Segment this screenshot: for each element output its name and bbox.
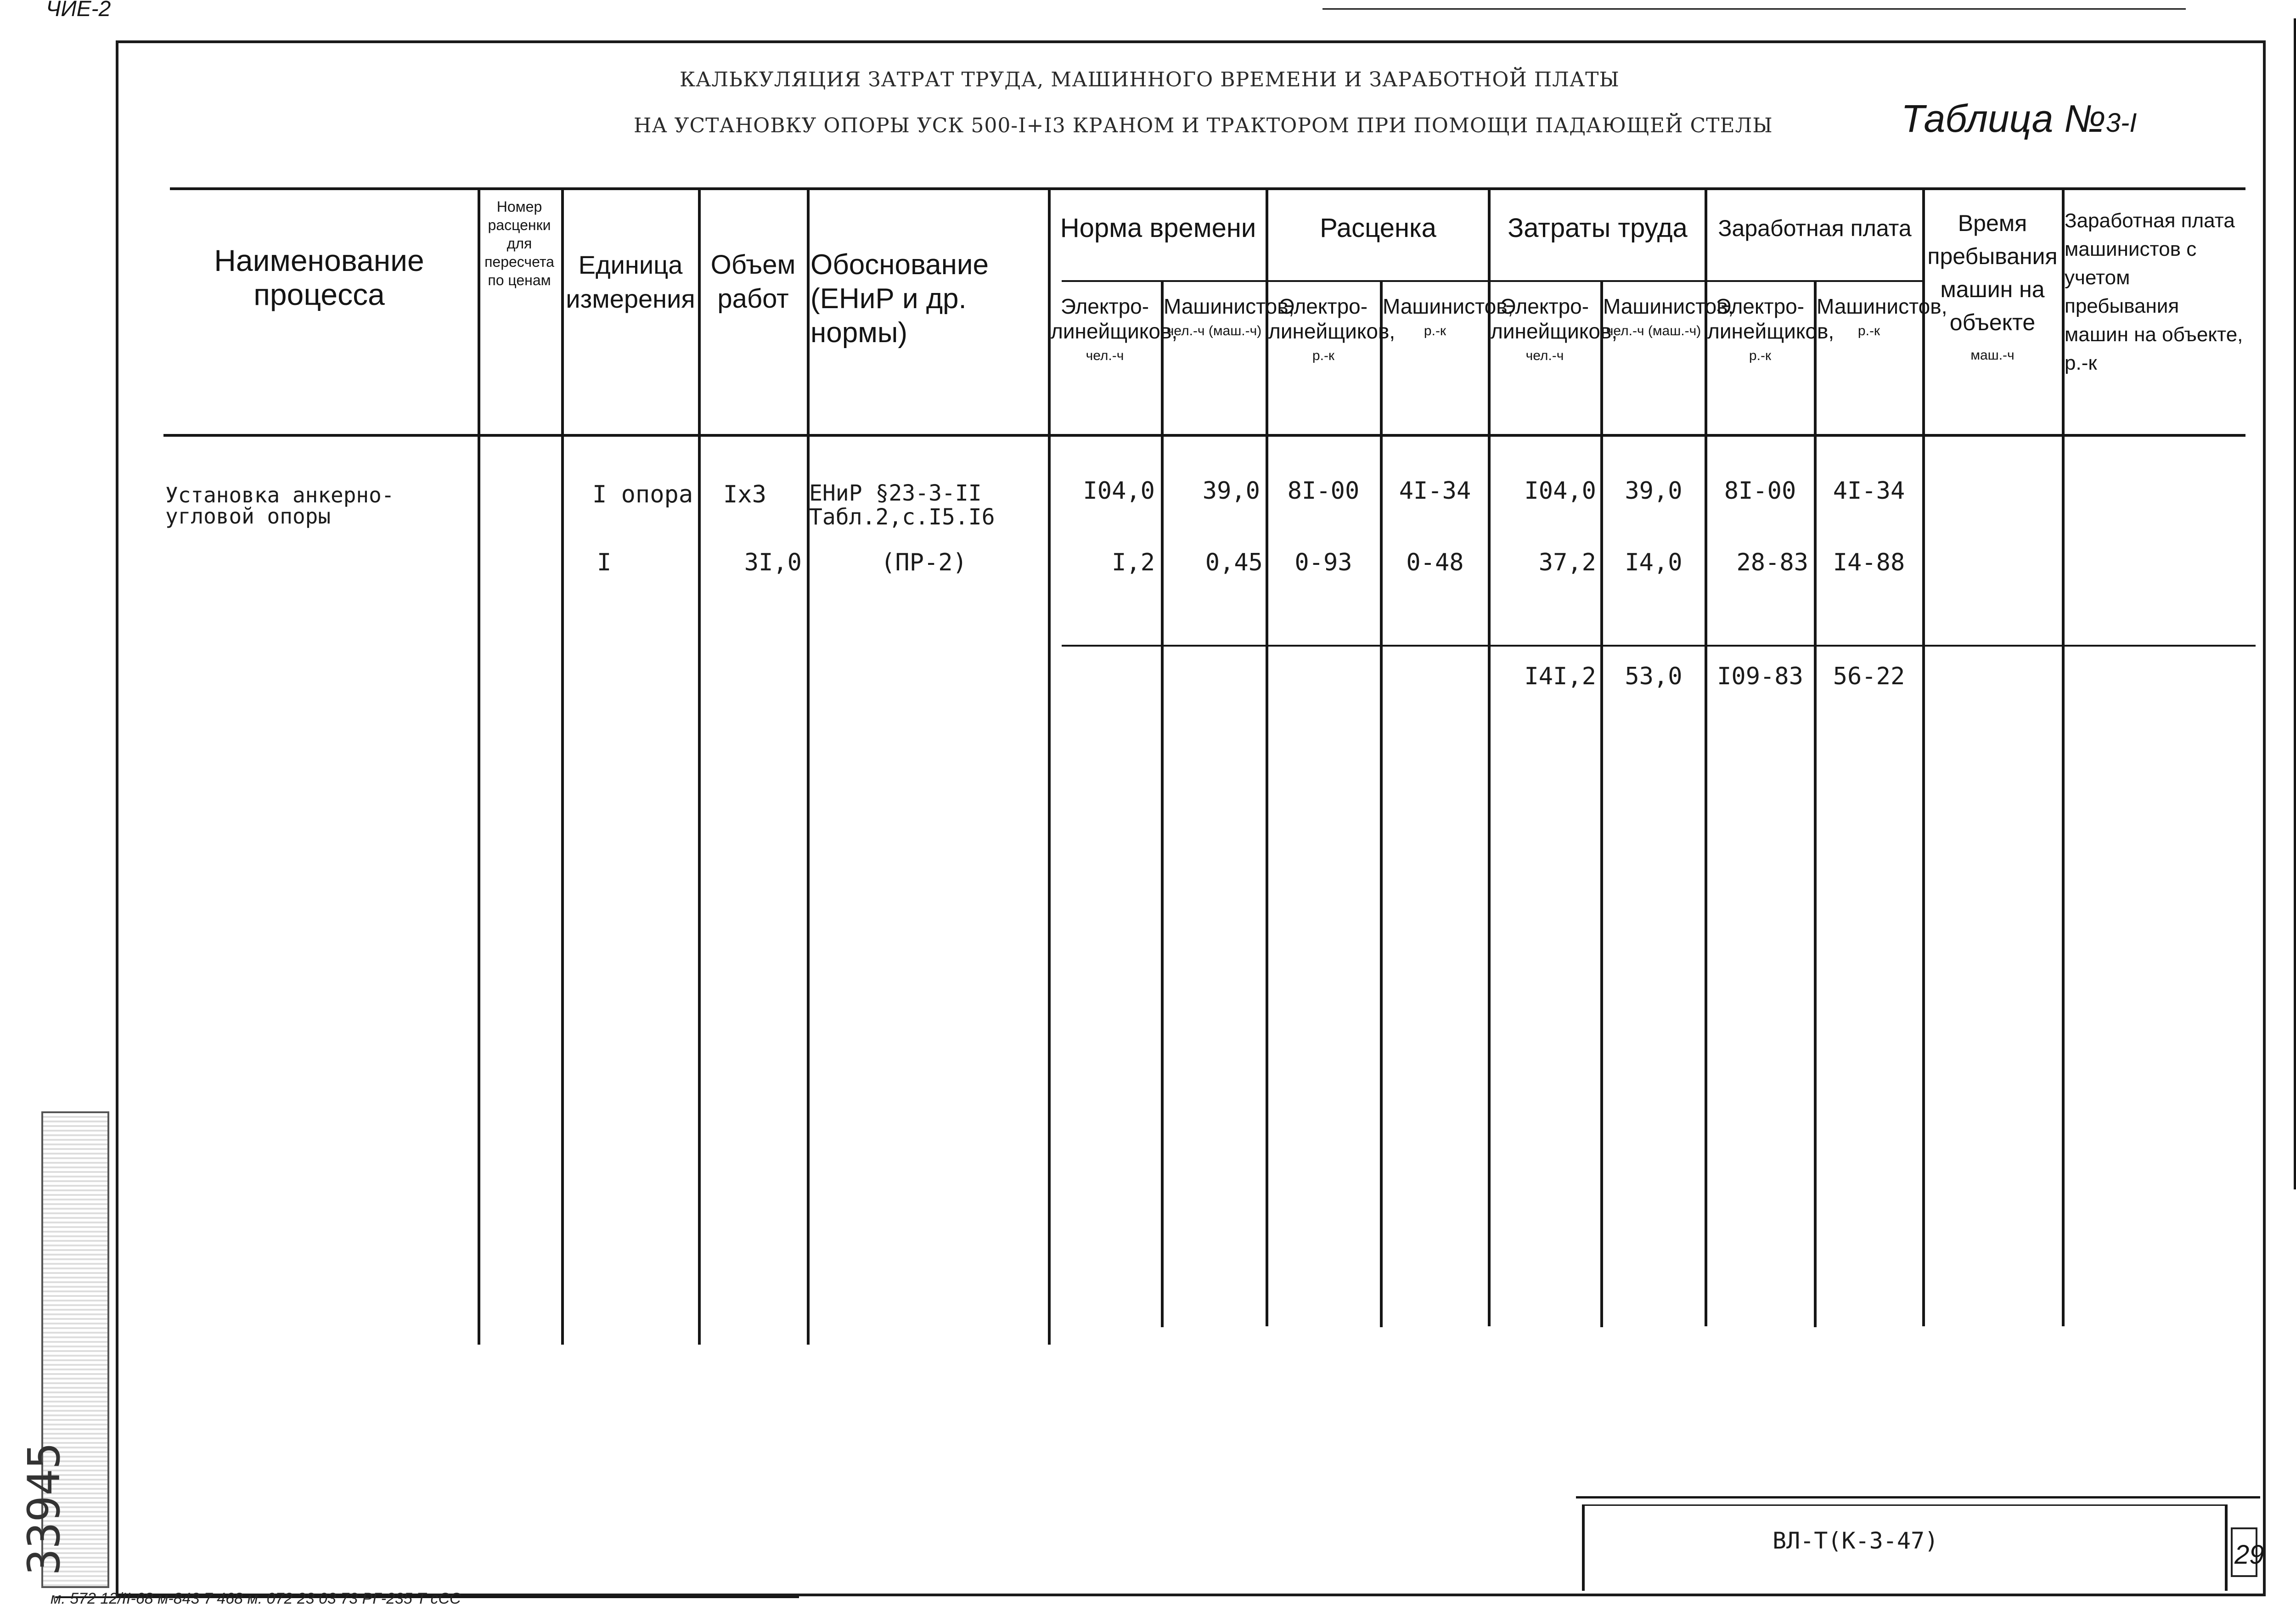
row2-rate-mash: 0-48	[1406, 549, 1464, 576]
doc-code: ВЛ-Т(К-3-47)	[1773, 1527, 1939, 1554]
row1-norm-el: I04,0	[1083, 477, 1155, 505]
page-number: 29	[2234, 1540, 2264, 1570]
sub-norm-el-text: Электро-линейщиков,	[1051, 294, 1178, 343]
row1-labor-el: I04,0	[1524, 477, 1596, 505]
right-margin-line	[2294, 18, 2296, 1189]
sub-norm-el-unit: чел.-ч	[1086, 348, 1124, 363]
row1-unit: I опора	[592, 481, 693, 508]
row2-wage-mash: I4-88	[1833, 549, 1905, 576]
row2-volume: 3I,0	[744, 549, 802, 576]
sub-norm-mash-text: Машинистов,	[1164, 294, 1294, 318]
col-line-1	[478, 187, 480, 1345]
sub-norm-el	[1051, 294, 1178, 368]
sub-labor-mash-unit: чел.-ч (маш.-ч)	[1606, 323, 1701, 338]
sub-labor-el-text: Электро-линейщиков,	[1491, 294, 1618, 343]
sub-wage-el-text: Электро-линейщиков,	[1707, 294, 1835, 343]
row1-basis: ЕНиР §23-3-II Табл.2,с.I5.I6	[809, 480, 995, 530]
sub-wage-mash	[1817, 294, 1947, 344]
total-labor-mash: 53,0	[1625, 663, 1683, 690]
table-label	[1901, 96, 2137, 141]
sub-rate-mash-unit: р.-к	[1424, 323, 1446, 338]
title-block-top	[1576, 1496, 2260, 1498]
header-bottom-line	[163, 434, 2245, 437]
total-labor-el: I4I,2	[1524, 663, 1596, 690]
sub-rate-mash-text: Машинистов,	[1383, 294, 1514, 318]
header-rate: Расценка	[1320, 213, 1436, 243]
header-wage: Заработная плата	[1718, 215, 1912, 241]
table-number: 3-I	[2105, 108, 2137, 138]
sub-rate-el-text: Электро-линейщиков,	[1268, 294, 1396, 343]
page-number-box	[2231, 1527, 2264, 1577]
header-machine-time-unit: маш.-ч	[1970, 348, 2015, 363]
row1-labor-mash: 39,0	[1625, 477, 1683, 505]
header-machine-time-text: Время пребывания машин на объекте	[1927, 210, 2058, 335]
header-basis: Обоснование (ЕНиР и др. нормы)	[810, 249, 989, 349]
col-line-10	[1600, 280, 1603, 1327]
row2-labor-mash: I4,0	[1625, 549, 1683, 576]
row2-labor-el: 37,2	[1538, 549, 1596, 576]
col-line-12	[1814, 280, 1817, 1327]
col-line-8	[1380, 280, 1383, 1327]
row2-unit: I	[597, 549, 612, 576]
row2-wage-el: 28-83	[1736, 549, 1808, 576]
row1-wage-mash: 4I-34	[1833, 477, 1905, 505]
header-unit: Единица измерения	[566, 250, 695, 313]
sub-wage-el	[1707, 294, 1835, 368]
col-line-4	[807, 187, 810, 1345]
sub-norm-mash-unit: чел.-ч (маш.-ч)	[1166, 323, 1262, 338]
header-volume: Объем работ	[710, 250, 796, 314]
header-machinist-wage	[2065, 207, 2248, 377]
header-norm-time: Норма времени	[1060, 213, 1256, 243]
header-machinist-wage-unit: р.-к	[2065, 352, 2097, 374]
title-block-top-2	[1582, 1504, 2225, 1506]
sub-wage-mash-unit: р.-к	[1857, 323, 1880, 338]
row1-rate-el: 8I-00	[1287, 477, 1360, 505]
row1-name: Установка анкерно- угловой опоры	[165, 483, 394, 529]
total-wage-mash: 56-22	[1833, 663, 1905, 690]
bottom-note: м. 572 12/II-68 м-843 7 468 м. 072 23 03 73 РГ-235 Т сСС	[51, 1590, 461, 1607]
title-line-2: НА УСТАНОВКУ ОПОРЫ УСК 500-I+I3 КРАНОМ И ТРАКТОРОМ ПРИ ПОМОЩИ ПАДАЮЩЕЙ СТЕЛЫ	[634, 114, 1773, 137]
sub-norm-mash	[1164, 294, 1294, 344]
row2-basis: (ПР-2)	[881, 549, 967, 576]
sub-labor-mash	[1603, 294, 1734, 344]
sub-rate-el	[1268, 294, 1396, 368]
header-machinist-wage-text: Заработная плата машинистов с учетом пребывания машин на объекте,	[2065, 209, 2243, 346]
top-mark: ЧИЕ-2	[46, 0, 111, 21]
sub-wage-mash-text: Машинистов,	[1817, 294, 1947, 318]
subheader-line	[1062, 280, 1922, 282]
header-machine-time	[1925, 207, 2060, 372]
table-label-text: Таблица №	[1901, 97, 2106, 140]
header-labor: Затраты труда	[1508, 213, 1688, 243]
row2-rate-el: 0-93	[1294, 549, 1352, 576]
header-rate-no: Номер расценки для пересчета по ценам	[484, 198, 554, 288]
col-line-3	[698, 187, 701, 1345]
row1-volume: Iх3	[723, 481, 766, 508]
table-top-line	[170, 187, 2245, 190]
title-line-1: КАЛЬКУЛЯЦИЯ ЗАТРАТ ТРУДА, МАШИННОГО ВРЕМЕНИ И ЗАРАБОТНОЙ ПЛАТЫ	[680, 68, 1620, 91]
sub-labor-mash-text: Машинистов,	[1603, 294, 1734, 318]
title-block-divider	[2225, 1504, 2228, 1591]
sub-wage-el-unit: р.-к	[1749, 348, 1772, 363]
sub-labor-el	[1491, 294, 1618, 368]
archive-number: 33945	[18, 1442, 70, 1575]
totals-line	[1062, 645, 2256, 647]
col-line-6	[1161, 280, 1164, 1327]
row1-norm-mash: 39,0	[1202, 477, 1260, 505]
col-line-2	[561, 187, 564, 1345]
total-wage-el: I09-83	[1717, 663, 1803, 690]
row2-norm-mash: 0,45	[1205, 549, 1263, 576]
row1-wage-el: 8I-00	[1724, 477, 1796, 505]
top-rule	[1322, 8, 2186, 10]
sub-rate-el-unit: р.-к	[1312, 348, 1335, 363]
row1-rate-mash: 4I-34	[1399, 477, 1471, 505]
header-name: Наименование процесса	[214, 243, 424, 311]
row2-norm-el: I,2	[1112, 549, 1155, 576]
sub-labor-el-unit: чел.-ч	[1525, 348, 1564, 363]
title-block-left	[1582, 1504, 1585, 1591]
sub-rate-mash	[1383, 294, 1514, 344]
